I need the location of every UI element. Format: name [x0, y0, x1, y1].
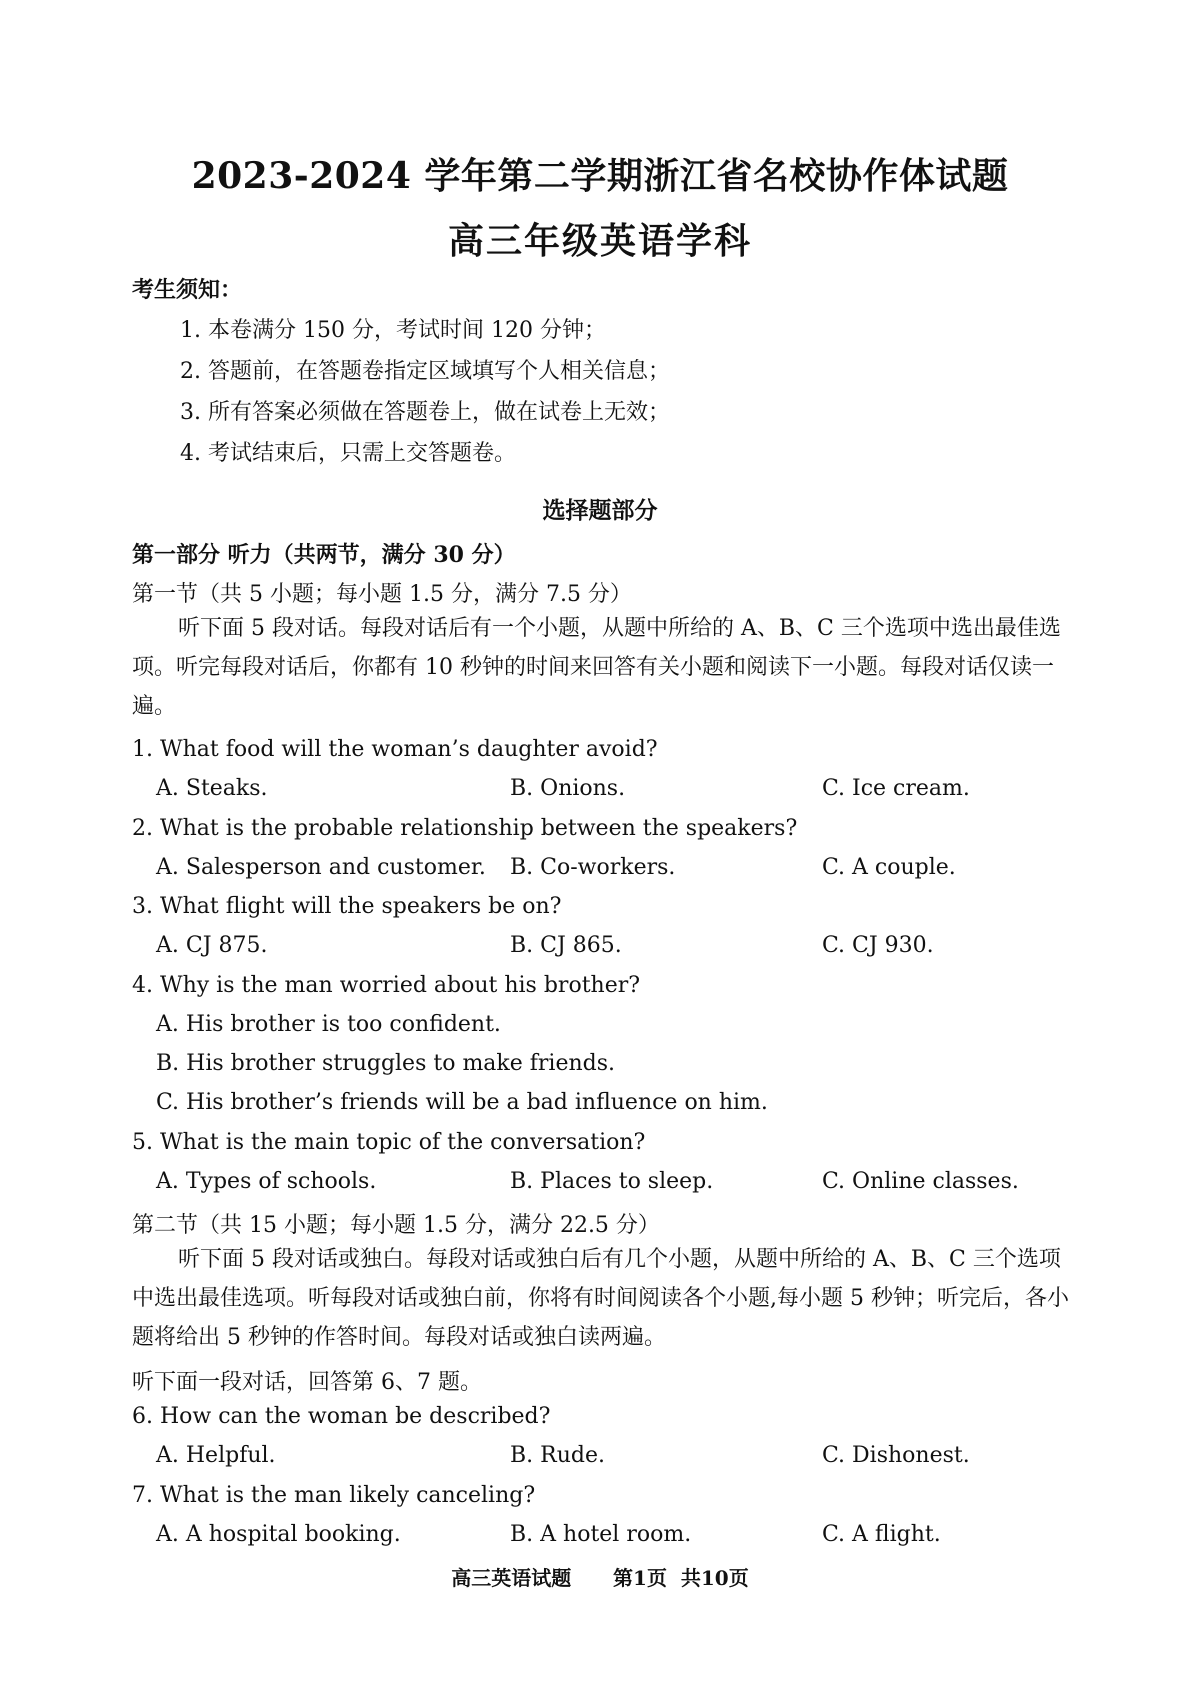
- dialogue-intro: 听下面一段对话，回答第 6、7 题。: [132, 1370, 482, 1395]
- option-7a: A. A hospital booking.: [156, 1522, 401, 1547]
- section1-instructions: 听下面 5 段对话。每段对话后有一个小题，从题中所给的 A、B、C 三个选项中选出最佳选项。听完每段对话后，你都有 10 秒钟的时间来回答有关小题和阅读下一小题。每段对话仅读一遍。: [132, 616, 1061, 719]
- option-1c: C. Ice cream.: [822, 776, 970, 801]
- question-2: 2. What is the probable relationship between the speakers?: [132, 816, 798, 841]
- section2-heading: 第二节（共 15 小题；每小题 1.5 分，满分 22.5 分）: [132, 1213, 660, 1238]
- option-6a: A. Helpful.: [156, 1443, 276, 1468]
- section1-heading: 第一节（共 5 小题；每小题 1.5 分，满分 7.5 分）: [132, 582, 632, 607]
- option-4c: C. His brother’s friends will be a bad influence on him.: [156, 1090, 768, 1115]
- question-5: 5. What is the main topic of the conversation?: [132, 1130, 646, 1155]
- exam-subtitle: 高三年级英语学科: [447, 220, 752, 262]
- option-3b: B. CJ 865.: [510, 933, 622, 958]
- option-5c: C. Online classes.: [822, 1169, 1019, 1194]
- notice-heading: 考生须知：: [132, 277, 243, 303]
- option-7b: B. A hotel room.: [510, 1522, 692, 1547]
- question-6: 6. How can the woman be described?: [132, 1404, 551, 1429]
- option-1a: A. Steaks.: [156, 776, 268, 801]
- option-1b: B. Onions.: [510, 776, 626, 801]
- part1-heading: 第一部分 听力（共两节，满分 30 分）: [132, 542, 516, 568]
- option-2a: A. Salesperson and customer.: [156, 855, 486, 880]
- option-3c: C. CJ 930.: [822, 933, 934, 958]
- section2-instructions: 听下面 5 段对话或独白。每段对话或独白后有几个小题，从题中所给的 A、B、C 三个选项中选出最佳选项。听每段对话或独白前，你将有时间阅读各个小题,每小题 5 秒钟；听完后，各小题将给出 5 秒钟的作答时间。每段对话或独白读两遍。: [132, 1247, 1069, 1350]
- page-footer: 高三英语试题 第1页 共10页: [451, 1566, 749, 1590]
- question-3: 3. What flight will the speakers be on?: [132, 894, 562, 919]
- notice-item: 3. 所有答案必须做在答题卷上，做在试卷上无效；: [180, 400, 670, 425]
- section-title: 选择题部分: [542, 497, 658, 524]
- notice-item: 1. 本卷满分 150 分，考试时间 120 分钟；: [180, 318, 606, 343]
- option-6c: C. Dishonest.: [822, 1443, 970, 1468]
- option-7c: C. A flight.: [822, 1522, 941, 1547]
- exam-title: 2023-2024 学年第二学期浙江省名校协作体试题: [191, 155, 1009, 197]
- option-6b: B. Rude.: [510, 1443, 605, 1468]
- option-5b: B. Places to sleep.: [510, 1169, 714, 1194]
- notice-item: 2. 答题前，在答题卷指定区域填写个人相关信息；: [180, 359, 670, 384]
- option-4b: B. His brother struggles to make friends.: [156, 1051, 616, 1076]
- question-1: 1. What food will the woman’s daughter avoid?: [132, 737, 658, 762]
- notice-item: 4. 考试结束后，只需上交答题卷。: [180, 441, 516, 466]
- option-2c: C. A couple.: [822, 855, 956, 880]
- question-7: 7. What is the man likely canceling?: [132, 1483, 536, 1508]
- option-3a: A. CJ 875.: [156, 933, 268, 958]
- option-4a: A. His brother is too confident.: [156, 1012, 501, 1037]
- option-5a: A. Types of schools.: [156, 1169, 377, 1194]
- question-4: 4. Why is the man worried about his brother?: [132, 973, 641, 998]
- option-2b: B. Co-workers.: [510, 855, 676, 880]
